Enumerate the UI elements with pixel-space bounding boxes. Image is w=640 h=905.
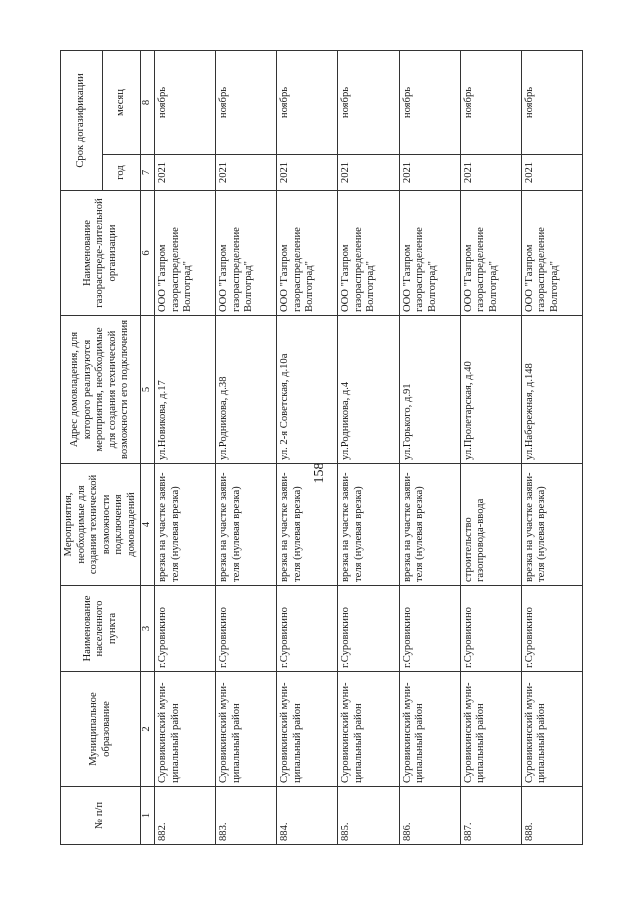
row-municipality: Суровикинский муни-ципальный район	[155, 672, 216, 787]
col-number: 7	[141, 155, 155, 191]
row-year: 2021	[155, 155, 216, 191]
row-year: 2021	[521, 155, 582, 191]
row-settlement: г.Суровикино	[277, 586, 338, 672]
row-settlement: г.Суровикино	[399, 586, 460, 672]
row-month: ноябрь	[521, 51, 582, 155]
row-measures: врезка на участке заяви-теля (нулевая врезка)	[277, 464, 338, 586]
page-number: 158	[312, 462, 327, 484]
row-municipality: Суровикинский муни-ципальный район	[216, 672, 277, 787]
header-term: Срок догазификации	[61, 51, 103, 191]
row-year: 2021	[460, 155, 521, 191]
row-number: 884.	[277, 787, 338, 845]
row-measures: врезка на участке заяви-теля (нулевая врезка)	[216, 464, 277, 586]
row-number: 885.	[338, 787, 399, 845]
row-measures: строительство газопровода-ввода	[460, 464, 521, 586]
row-gas-org: ООО "Газпром газораспределение Волгоград"	[460, 191, 521, 316]
col-number: 6	[141, 191, 155, 316]
row-gas-org: ООО "Газпром газораспределение Волгоград"	[277, 191, 338, 316]
row-measures: врезка на участке заяви-теля (нулевая врезка)	[399, 464, 460, 586]
row-year: 2021	[399, 155, 460, 191]
row-gas-org: ООО "Газпром газораспределение Волгоград"	[521, 191, 582, 316]
row-year: 2021	[216, 155, 277, 191]
row-month: ноябрь	[155, 51, 216, 155]
row-gas-org: ООО "Газпром газораспределение Волгоград"	[399, 191, 460, 316]
row-month: ноябрь	[277, 51, 338, 155]
row-gas-org: ООО "Газпром газораспределение Волгоград"	[216, 191, 277, 316]
row-settlement: г.Суровикино	[155, 586, 216, 672]
row-month: ноябрь	[338, 51, 399, 155]
row-address: ул.Новикова, д.17	[155, 316, 216, 464]
row-gas-org: ООО "Газпром газораспределение Волгоград"	[338, 191, 399, 316]
row-number: 883.	[216, 787, 277, 845]
row-address: ул. 2-я Советская, д.10а	[277, 316, 338, 464]
table-row	[216, 51, 277, 845]
table-row	[277, 51, 338, 845]
row-municipality: Суровикинский муни-ципальный район	[521, 672, 582, 787]
row-address: ул.Родникова, д.4	[338, 316, 399, 464]
row-municipality: Суровикинский муни-ципальный район	[338, 672, 399, 787]
row-settlement: г.Суровикино	[216, 586, 277, 672]
row-month: ноябрь	[460, 51, 521, 155]
row-measures: врезка на участке заяви-теля (нулевая врезка)	[155, 464, 216, 586]
row-month: ноябрь	[216, 51, 277, 155]
row-number: 888.	[521, 787, 582, 845]
table-row	[399, 51, 460, 845]
row-number: 886.	[399, 787, 460, 845]
row-address: ул.Родникова, д.38	[216, 316, 277, 464]
col-number: 5	[141, 316, 155, 464]
document-table-rotated	[60, 51, 579, 845]
row-year: 2021	[277, 155, 338, 191]
col-number: 3	[141, 586, 155, 672]
column-number-row	[141, 51, 155, 845]
header-address: Адрес домовладения, для которого реализуются мероприятия, необходимые для создания технической возможности его подключения	[61, 316, 141, 464]
row-number: 882.	[155, 787, 216, 845]
table-row	[338, 51, 399, 845]
col-number: 1	[141, 787, 155, 845]
header-measures: Мероприятия, необходимые для создания технической возможности подключения домовладений	[61, 464, 141, 586]
col-number: 2	[141, 672, 155, 787]
row-municipality: Суровикинский муни-ципальный район	[460, 672, 521, 787]
row-number: 887.	[460, 787, 521, 845]
col-number: 4	[141, 464, 155, 586]
row-measures: врезка на участке заяви-теля (нулевая врезка)	[521, 464, 582, 586]
row-municipality: Суровикинский муни-ципальный район	[399, 672, 460, 787]
header-no: № п/п	[61, 787, 141, 845]
header-row-1	[61, 51, 103, 845]
header-year: год	[103, 155, 141, 191]
header-settlement: Наименование населенного пункта	[61, 586, 141, 672]
col-number: 8	[141, 51, 155, 155]
row-settlement: г.Суровикино	[338, 586, 399, 672]
row-address: ул.Горького, д.91	[399, 316, 460, 464]
table-row	[155, 51, 216, 845]
row-settlement: г.Суровикино	[460, 586, 521, 672]
table-row	[460, 51, 521, 845]
header-month: месяц	[103, 51, 141, 155]
row-year: 2021	[338, 155, 399, 191]
row-settlement: г.Суровикино	[521, 586, 582, 672]
header-municipality: Муниципальное образование	[61, 672, 141, 787]
header-gas-org: Наименование газораспреде-лительной организации	[61, 191, 141, 316]
row-measures: врезка на участке заяви-теля (нулевая врезка)	[338, 464, 399, 586]
row-municipality: Суровикинский муни-ципальный район	[277, 672, 338, 787]
row-address: ул.Набережная, д.148	[521, 316, 582, 464]
row-gas-org: ООО "Газпром газораспределение Волгоград"	[155, 191, 216, 316]
row-address: ул.Пролетарская, д.40	[460, 316, 521, 464]
gasification-table	[60, 50, 583, 845]
table-row	[521, 51, 582, 845]
row-month: ноябрь	[399, 51, 460, 155]
